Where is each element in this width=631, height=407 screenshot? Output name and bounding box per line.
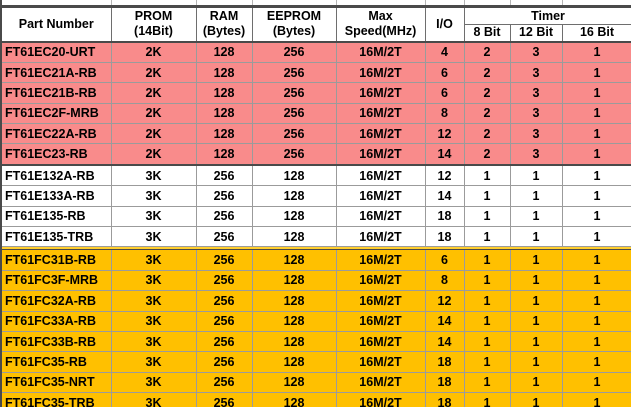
col-header-timer-group: Timer [464,7,631,25]
timer-12bit-cell: 1 [510,291,562,311]
timer-16bit-cell: 1 [562,352,631,372]
max-speed-cell: 16M/2T [336,352,425,372]
io-cell: 6 [425,83,464,103]
io-cell: 8 [425,270,464,290]
eeprom-cell: 128 [252,270,336,290]
eeprom-cell: 256 [252,62,336,82]
io-cell: 6 [425,250,464,270]
max-speed-cell: 16M/2T [336,62,425,82]
table-row [1,372,631,392]
max-speed-cell: 16M/2T [336,227,425,247]
max-speed-cell: 16M/2T [336,124,425,144]
eeprom-cell: 128 [252,352,336,372]
eeprom-cell: 256 [252,144,336,165]
timer-8bit-cell: 2 [464,124,510,144]
timer-12bit-cell: 3 [510,83,562,103]
col-header-max-speed-line2: Speed(MHz) [344,24,417,39]
table-row [1,291,631,311]
timer-8bit-cell: 1 [464,393,510,407]
table-header-row-1 [1,7,631,25]
timer-16bit-cell: 1 [562,270,631,290]
ram-cell: 128 [196,103,252,123]
io-cell: 14 [425,186,464,206]
ram-cell: 128 [196,144,252,165]
io-cell: 4 [425,42,464,63]
table-row [1,311,631,331]
col-header-max-speed [336,7,425,42]
part-number-cell: FT61FC35-TRB [1,393,111,407]
max-speed-cell: 16M/2T [336,291,425,311]
timer-12bit-cell: 3 [510,62,562,82]
max-speed-cell: 16M/2T [336,311,425,331]
part-number-cell: FT61EC23-RB [1,144,111,165]
max-speed-cell: 16M/2T [336,270,425,290]
max-speed-cell: 16M/2T [336,144,425,165]
prom-cell: 2K [111,144,196,165]
col-header-timer-8bit: 8 Bit [464,25,510,42]
table-body [1,0,631,407]
timer-8bit-cell: 2 [464,42,510,63]
col-header-prom-line1: PROM [134,9,173,24]
timer-8bit-cell: 1 [464,165,510,186]
part-number-cell: FT61EC2F-MRB [1,103,111,123]
col-header-ram-line2: (Bytes) [202,24,246,39]
timer-16bit-cell: 1 [562,250,631,270]
timer-8bit-cell: 2 [464,62,510,82]
timer-12bit-cell: 1 [510,206,562,226]
part-number-cell: FT61FC35-NRT [1,372,111,392]
eeprom-cell: 128 [252,311,336,331]
timer-8bit-cell: 1 [464,291,510,311]
eeprom-cell: 128 [252,165,336,186]
timer-16bit-cell: 1 [562,83,631,103]
col-header-ram [196,7,252,42]
timer-8bit-cell: 1 [464,311,510,331]
max-speed-cell: 16M/2T [336,83,425,103]
eeprom-cell: 128 [252,186,336,206]
ram-cell: 256 [196,352,252,372]
timer-12bit-cell: 1 [510,311,562,331]
ram-cell: 128 [196,62,252,82]
io-cell: 18 [425,227,464,247]
eeprom-cell: 256 [252,83,336,103]
table-row [1,144,631,165]
timer-16bit-cell: 1 [562,124,631,144]
part-number-cell: FT61EC21A-RB [1,62,111,82]
timer-16bit-cell: 1 [562,206,631,226]
timer-8bit-cell: 2 [464,83,510,103]
ram-cell: 128 [196,83,252,103]
timer-12bit-cell: 1 [510,227,562,247]
ram-cell: 128 [196,124,252,144]
max-speed-cell: 16M/2T [336,372,425,392]
eeprom-cell: 256 [252,42,336,63]
timer-12bit-cell: 1 [510,372,562,392]
io-cell: 12 [425,291,464,311]
part-number-cell: FT61EC22A-RB [1,124,111,144]
eeprom-cell: 128 [252,372,336,392]
timer-12bit-cell: 1 [510,250,562,270]
table-row [1,331,631,351]
part-number-cell: FT61E133A-RB [1,186,111,206]
part-number-cell: FT61EC20-URT [1,42,111,63]
timer-16bit-cell: 1 [562,42,631,63]
timer-12bit-cell: 1 [510,186,562,206]
prom-cell: 3K [111,291,196,311]
io-cell: 14 [425,331,464,351]
col-header-max-speed-line1: Max [368,9,393,24]
max-speed-cell: 16M/2T [336,42,425,63]
max-speed-cell: 16M/2T [336,103,425,123]
io-cell: 18 [425,393,464,407]
ram-cell: 256 [196,250,252,270]
prom-cell: 3K [111,227,196,247]
timer-16bit-cell: 1 [562,144,631,165]
col-header-timer-12bit: 12 Bit [510,25,562,42]
ram-cell: 256 [196,311,252,331]
timer-8bit-cell: 1 [464,270,510,290]
timer-12bit-cell: 1 [510,331,562,351]
prom-cell: 3K [111,250,196,270]
timer-12bit-cell: 1 [510,352,562,372]
prom-cell: 2K [111,103,196,123]
prom-cell: 3K [111,165,196,186]
col-header-prom [111,7,196,42]
table-row [1,227,631,247]
eeprom-cell: 128 [252,206,336,226]
timer-8bit-cell: 2 [464,103,510,123]
max-speed-cell: 16M/2T [336,331,425,351]
table-row [1,270,631,290]
table-row [1,83,631,103]
max-speed-cell: 16M/2T [336,165,425,186]
io-cell: 18 [425,352,464,372]
timer-12bit-cell: 3 [510,42,562,63]
timer-8bit-cell: 1 [464,186,510,206]
ram-cell: 256 [196,393,252,407]
timer-12bit-cell: 1 [510,165,562,186]
timer-12bit-cell: 1 [510,270,562,290]
table-row [1,62,631,82]
prom-cell: 3K [111,331,196,351]
timer-16bit-cell: 1 [562,227,631,247]
part-number-cell: FT61FC33B-RB [1,331,111,351]
ram-cell: 256 [196,165,252,186]
eeprom-cell: 128 [252,227,336,247]
prom-cell: 3K [111,372,196,392]
timer-8bit-cell: 1 [464,250,510,270]
eeprom-cell: 256 [252,124,336,144]
col-header-part-number: Part Number [1,7,111,42]
table-row [1,42,631,63]
part-number-cell: FT61E132A-RB [1,165,111,186]
max-speed-cell: 16M/2T [336,393,425,407]
io-cell: 18 [425,206,464,226]
part-number-cell: FT61FC33A-RB [1,311,111,331]
part-number-cell: FT61E135-TRB [1,227,111,247]
table-row [1,103,631,123]
ram-cell: 256 [196,291,252,311]
ram-cell: 256 [196,372,252,392]
io-cell: 14 [425,311,464,331]
ram-cell: 256 [196,331,252,351]
timer-16bit-cell: 1 [562,311,631,331]
timer-8bit-cell: 1 [464,372,510,392]
part-number-cell: FT61FC3F-MRB [1,270,111,290]
prom-cell: 3K [111,393,196,407]
col-header-eeprom-line1: EEPROM [266,9,322,24]
col-header-timer-16bit: 16 Bit [562,25,631,42]
eeprom-cell: 128 [252,250,336,270]
table-row [1,165,631,186]
io-cell: 14 [425,144,464,165]
timer-8bit-cell: 1 [464,352,510,372]
timer-16bit-cell: 1 [562,291,631,311]
timer-12bit-cell: 3 [510,124,562,144]
io-cell: 6 [425,62,464,82]
col-header-io: I/O [425,7,464,42]
ram-cell: 256 [196,270,252,290]
eeprom-cell: 128 [252,393,336,407]
timer-16bit-cell: 1 [562,372,631,392]
timer-12bit-cell: 1 [510,393,562,407]
timer-16bit-cell: 1 [562,393,631,407]
col-header-ram-line1: RAM [209,9,239,24]
ram-cell: 256 [196,186,252,206]
part-number-cell: FT61EC21B-RB [1,83,111,103]
timer-16bit-cell: 1 [562,186,631,206]
col-header-prom-line2: (14Bit) [134,24,173,39]
prom-cell: 3K [111,311,196,331]
table-row [1,206,631,226]
timer-12bit-cell: 3 [510,103,562,123]
max-speed-cell: 16M/2T [336,250,425,270]
timer-16bit-cell: 1 [562,331,631,351]
part-number-cell: FT61FC31B-RB [1,250,111,270]
table-row [1,393,631,407]
ram-cell: 128 [196,42,252,63]
io-cell: 8 [425,103,464,123]
timer-8bit-cell: 1 [464,206,510,226]
timer-16bit-cell: 1 [562,103,631,123]
io-cell: 18 [425,372,464,392]
timer-16bit-cell: 1 [562,165,631,186]
col-header-eeprom-line2: (Bytes) [272,24,316,39]
eeprom-cell: 128 [252,331,336,351]
io-cell: 12 [425,165,464,186]
max-speed-cell: 16M/2T [336,186,425,206]
prom-cell: 3K [111,186,196,206]
prom-cell: 3K [111,352,196,372]
ram-cell: 256 [196,227,252,247]
prom-cell: 2K [111,124,196,144]
timer-16bit-cell: 1 [562,62,631,82]
timer-8bit-cell: 2 [464,144,510,165]
eeprom-cell: 256 [252,103,336,123]
timer-8bit-cell: 1 [464,227,510,247]
table-row [1,250,631,270]
timer-12bit-cell: 3 [510,144,562,165]
max-speed-cell: 16M/2T [336,206,425,226]
ram-cell: 256 [196,206,252,226]
prom-cell: 3K [111,206,196,226]
prom-cell: 2K [111,42,196,63]
table-row [1,352,631,372]
table-row [1,186,631,206]
part-number-cell: FT61E135-RB [1,206,111,226]
timer-8bit-cell: 1 [464,331,510,351]
part-number-cell: FT61FC32A-RB [1,291,111,311]
part-number-cell: FT61FC35-RB [1,352,111,372]
prom-cell: 2K [111,83,196,103]
io-cell: 12 [425,124,464,144]
eeprom-cell: 128 [252,291,336,311]
table-row [1,124,631,144]
prom-cell: 3K [111,270,196,290]
col-header-eeprom [252,7,336,42]
prom-cell: 2K [111,62,196,82]
